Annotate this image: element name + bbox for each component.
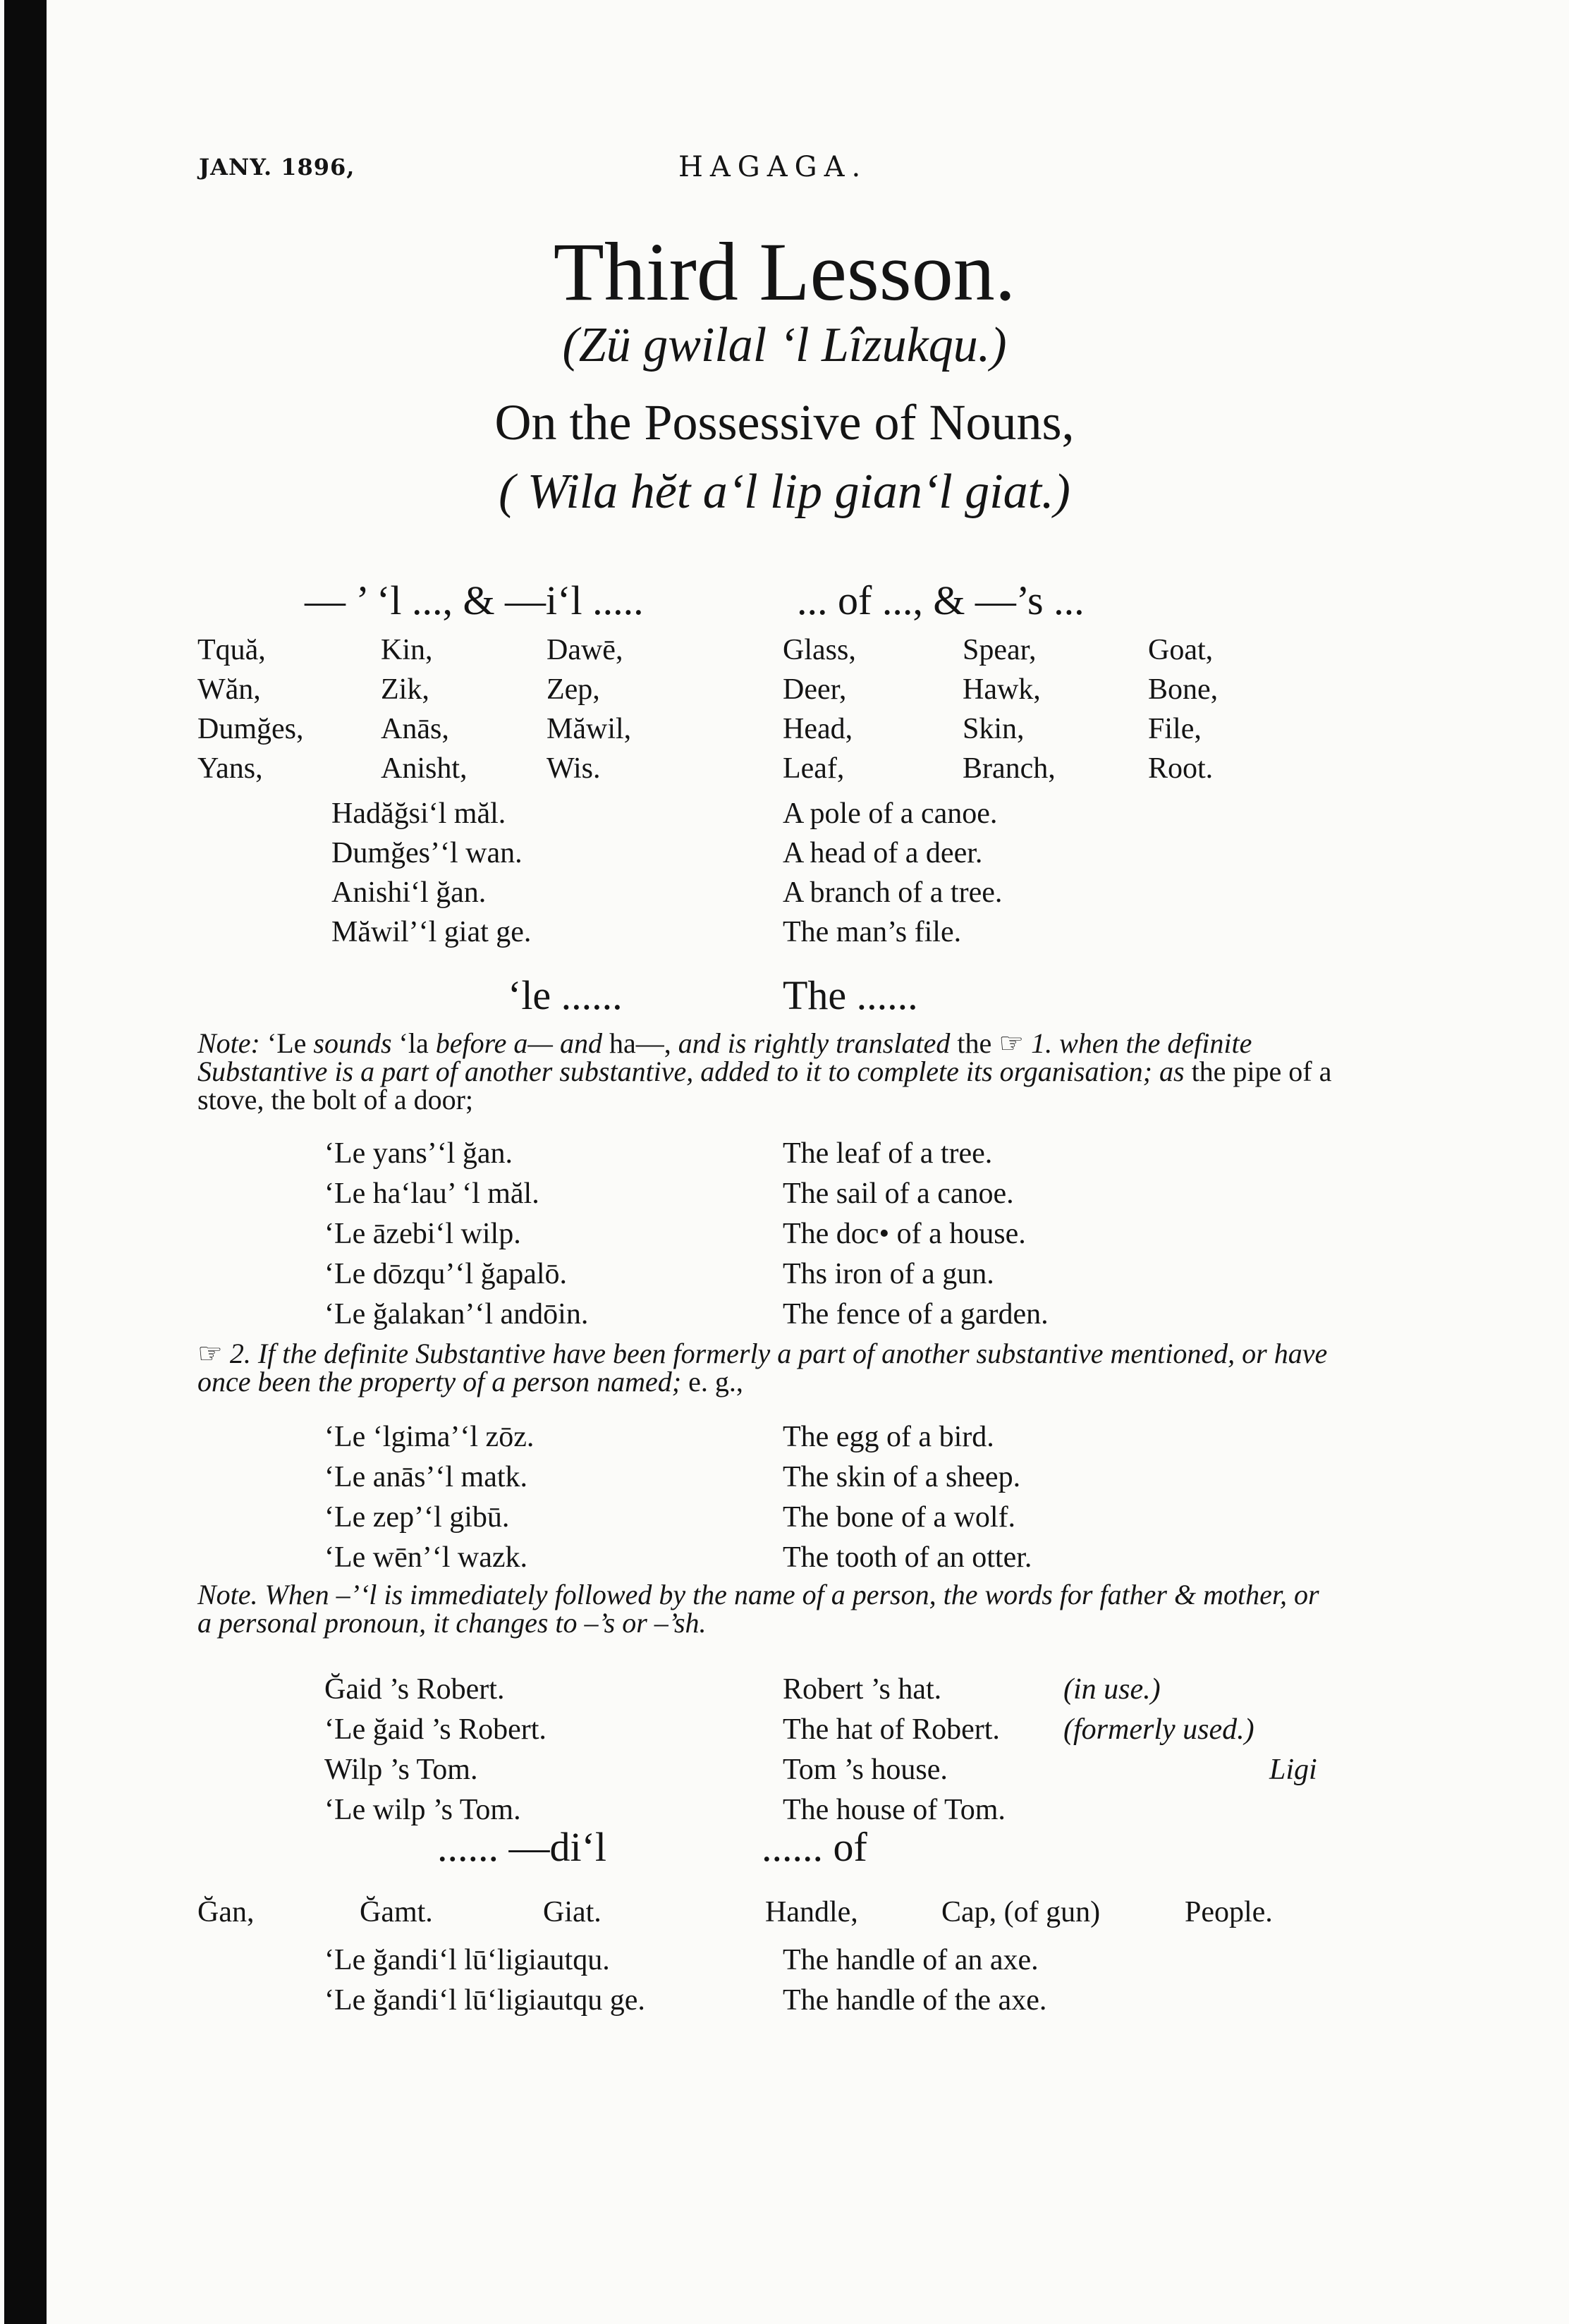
- note1-text-g: the: [957, 1027, 992, 1059]
- example-english: Robert ’s hat.: [783, 1673, 942, 1706]
- english-example: The man’s file.: [783, 916, 962, 948]
- section2-english-header: The ......: [783, 972, 918, 1018]
- pointing-hand-icon: ☞: [999, 1027, 1025, 1059]
- note1-roman: the pipe of a stove, the bolt of a door;: [197, 1056, 1332, 1115]
- example-native: ‘Le anās’‘l matk.: [324, 1461, 528, 1493]
- vocab-word: Anās,: [381, 713, 449, 745]
- vocab-word: Leaf,: [783, 752, 845, 785]
- example-native: ‘Le ha‘lau’ ‘l măl.: [324, 1178, 539, 1210]
- section1-english-header: ... of ..., & —’s ...: [797, 577, 1085, 623]
- note1-text-e: ha—,: [609, 1027, 671, 1059]
- example-english: The bone of a wolf.: [783, 1501, 1016, 1534]
- note1-text-b: sounds: [313, 1027, 392, 1059]
- native-example: Dumğes’‘l wan.: [331, 837, 523, 869]
- note1-text-f: and is rightly translated: [678, 1027, 951, 1059]
- section3-native-header: ...... —di‘l: [437, 1824, 607, 1870]
- example-remark: Ligi: [1269, 1754, 1317, 1786]
- note-2: [197, 1340, 1340, 1396]
- section2-native-header: ‘le ......: [508, 972, 623, 1018]
- note1-text-c: ‘la: [398, 1027, 429, 1059]
- vocab-word: Branch,: [963, 752, 1056, 785]
- running-title: HAGAGA.: [678, 151, 868, 183]
- vocab-word: Yans,: [197, 752, 263, 785]
- section1-native-header: — ’ ‘l ..., & —i‘l .....: [305, 577, 644, 623]
- vocab-word: Head,: [783, 713, 853, 745]
- native-example: Hadăğsi‘l măl.: [331, 797, 506, 830]
- example-english: Tom ’s house.: [783, 1754, 948, 1786]
- page-title: Third Lesson.: [553, 226, 1016, 318]
- example-english: The egg of a bird.: [783, 1421, 994, 1453]
- vocab-word: Giat.: [543, 1896, 602, 1928]
- example-remark: (formerly used.): [1063, 1713, 1254, 1746]
- example-english: The handle of an axe.: [783, 1944, 1039, 1976]
- english-example: A head of a deer.: [783, 837, 983, 869]
- vocab-word: Glass,: [783, 634, 856, 666]
- note3-label: Note.: [197, 1579, 258, 1610]
- example-native: ‘Le yans’‘l ğan.: [324, 1137, 513, 1170]
- note1-text-a: ‘Le: [267, 1027, 307, 1059]
- vocab-word: Anisht,: [381, 752, 468, 785]
- vocab-word: Kin,: [381, 634, 433, 666]
- english-example: A pole of a canoe.: [783, 797, 998, 830]
- example-native: Ğaid ’s Robert.: [324, 1673, 505, 1706]
- example-english: The tooth of an otter.: [783, 1541, 1032, 1574]
- example-native: Wilp ’s Tom.: [324, 1754, 478, 1786]
- section3-english-header: ...... of: [762, 1824, 867, 1870]
- example-native: ‘Le wilp ’s Tom.: [324, 1794, 521, 1826]
- example-english: The house of Tom.: [783, 1794, 1006, 1826]
- vocab-word: Zik,: [381, 673, 429, 706]
- subtitle-english: On the Possessive of Nouns,: [494, 394, 1075, 451]
- vocab-word: Spear,: [963, 634, 1037, 666]
- subtitle-native-2: ( Wila hĕt a‘l lip gian‘l giat.): [499, 465, 1070, 519]
- vocab-word: Zep,: [547, 673, 600, 706]
- native-example: Anishi‘l ğan.: [331, 876, 487, 909]
- vocab-word: Deer,: [783, 673, 847, 706]
- vocab-word: Măwil,: [547, 713, 632, 745]
- example-english: The sail of a canoe.: [783, 1178, 1014, 1210]
- vocab-word: Ğamt.: [360, 1896, 433, 1928]
- example-native: ‘Le ğalakan’‘l andōin.: [324, 1298, 589, 1331]
- vocab-word: Cap, (of gun): [941, 1896, 1101, 1928]
- example-native: ‘Le ğandi‘l lū‘ligiautqu.: [324, 1944, 610, 1976]
- vocab-word: Skin,: [963, 713, 1025, 745]
- example-english: The skin of a sheep.: [783, 1461, 1021, 1493]
- example-native: ‘Le ‘lgima’‘l zōz.: [324, 1421, 535, 1453]
- note2-point: 2. If the definite Substantive have been formerly a part of another substantive mentioned, or have once been the property of a person named;: [197, 1338, 1328, 1398]
- note1-point: 1. when the definite Substantive is a part of another substantive, added to it to complete its organisation; as: [197, 1027, 1252, 1087]
- example-english: The doc• of a house.: [783, 1218, 1026, 1250]
- example-native: ‘Le ğandi‘l lū‘ligiautqu ge.: [324, 1984, 645, 2017]
- example-native: ‘Le wēn’‘l wazk.: [324, 1541, 528, 1574]
- example-native: ‘Le dōzqu’‘l ğapalō.: [324, 1258, 568, 1290]
- vocab-word: Ğan,: [197, 1896, 255, 1928]
- note3-text: When –’‘l is immediately followed by the name of a person, the words for father & mother, or a personal pronoun, it changes to –’s or –’sh.: [197, 1579, 1319, 1639]
- vocab-word: Goat,: [1148, 634, 1214, 666]
- note1-text-d: before a— and: [435, 1027, 602, 1059]
- english-example: A branch of a tree.: [783, 876, 1003, 909]
- example-english: Ths iron of a gun.: [783, 1258, 994, 1290]
- header-date: JANY. 1896,: [199, 154, 355, 181]
- example-english: The fence of a garden.: [783, 1298, 1049, 1331]
- example-english: The hat of Robert.: [783, 1713, 1000, 1746]
- note-1: [197, 1029, 1340, 1114]
- note-3: [197, 1581, 1340, 1637]
- vocab-word: Hawk,: [963, 673, 1041, 706]
- vocab-word: Bone,: [1148, 673, 1219, 706]
- pointing-hand-icon: ☞: [197, 1338, 223, 1369]
- note2-roman: e. g.,: [688, 1366, 743, 1398]
- vocab-word: Dumğes,: [197, 713, 304, 745]
- vocab-word: File,: [1148, 713, 1202, 745]
- example-native: ‘Le ğaid ’s Robert.: [324, 1713, 547, 1746]
- example-remark: (in use.): [1063, 1673, 1161, 1706]
- subtitle-native: (Zü gwilal ‘l Lîzukqu.): [562, 318, 1007, 372]
- example-english: The leaf of a tree.: [783, 1137, 993, 1170]
- vocab-word: Wis.: [547, 752, 601, 785]
- vocab-word: People.: [1185, 1896, 1273, 1928]
- vocab-word: Wăn,: [197, 673, 261, 706]
- native-example: Măwil’‘l giat ge.: [331, 916, 532, 948]
- vocab-word: Handle,: [765, 1896, 858, 1928]
- example-native: ‘Le zep’‘l gibū.: [324, 1501, 510, 1534]
- note1-label: Note:: [197, 1027, 260, 1059]
- example-english: The handle of the axe.: [783, 1984, 1047, 2017]
- vocab-word: Root.: [1148, 752, 1214, 785]
- example-native: ‘Le āzebi‘l wilp.: [324, 1218, 521, 1250]
- vocab-word: Tquă,: [197, 634, 266, 666]
- vocab-word: Dawē,: [547, 634, 623, 666]
